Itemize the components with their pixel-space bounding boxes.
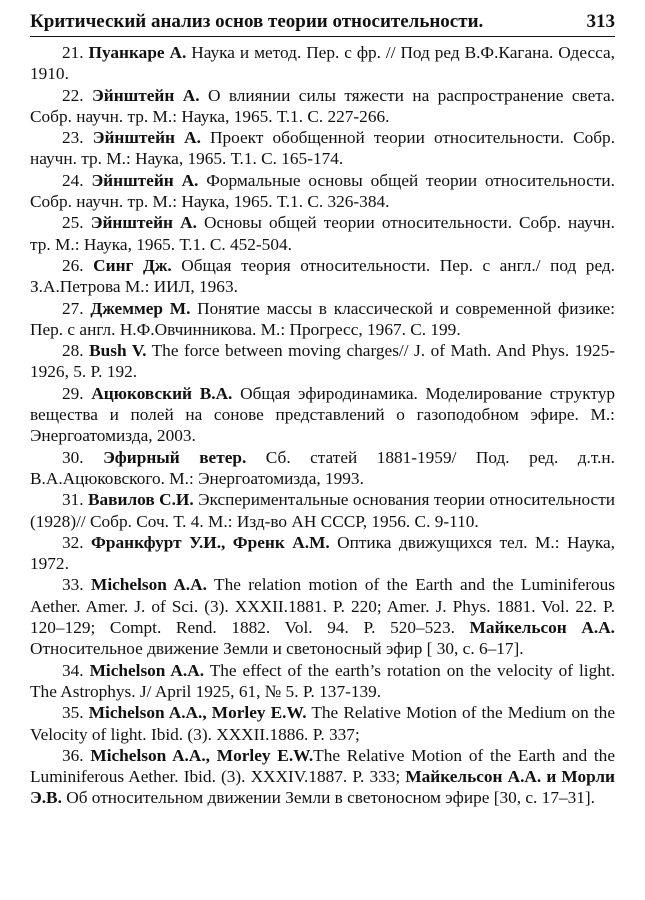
reference-entry: [30, 447, 615, 490]
reference-author: Michelson A.A., Morley E.W.: [88, 703, 307, 723]
reference-author: Вавилов С.И.: [88, 490, 194, 510]
reference-list: [30, 42, 615, 809]
reference-number: 36.: [62, 745, 91, 765]
reference-text: О влиянии силы тяжести на распространение света. Собр. научн. тр. М.: Наука, 1965. Т.1. С. 227-266.: [30, 85, 615, 126]
reference-number: 32.: [62, 532, 92, 552]
reference-author: Джеммер М.: [90, 298, 191, 318]
reference-entry: [30, 85, 615, 128]
reference-entry: [30, 255, 615, 298]
reference-author: Эйнштейн А.: [91, 170, 199, 190]
reference-number: 33.: [62, 575, 92, 595]
reference-text: Проект обобщенной теории относительности. Собр. научн. тр. М.: Наука, 1965. Т.1. С. 165-174.: [30, 128, 616, 169]
reference-author: Эйнштейн А.: [92, 128, 201, 148]
reference-number: 27.: [62, 298, 91, 318]
reference-text: The Relative Motion of the Earth and the Luminiferous Aether. Ibid. (3). XXXIV.1887. P. 333;: [30, 745, 615, 787]
reference-text: The force between moving charges// J. of Math. And Phys. 1925-1926, 5. P. 192.: [30, 341, 616, 382]
reference-author: Michelson A.A.: [91, 575, 207, 595]
reference-number: 26.: [62, 255, 94, 275]
reference-author: Пуанкаре А.: [88, 43, 187, 62]
reference-text: The Relative Motion of the Medium on the Velocity of light. Ibid. (3). XXXII.1886. P. 337;: [30, 703, 615, 744]
reference-author: Michelson A.A., Morley E.W.: [90, 745, 314, 765]
reference-text: Общая эфиродинамика. Моделирование структур вещества и полей на сонове представлений о газоподобном эфире. М.: Энергоатомизда, 2003.: [30, 383, 616, 446]
reference-text: Экспериментальные основания теории относительности (1928)// Собр. Соч. Т. 4. М.: Изд-во АН СССР, 1956. С. 9-110.: [30, 490, 616, 531]
reference-text: Понятие массы в классической и современной физике: Пер. с англ. Н.Ф.Овчинникова. М.: Прогресс, 1967. С. 199.: [30, 298, 616, 339]
reference-entry: [30, 383, 615, 447]
header-rule: [30, 36, 615, 37]
reference-number: 23.: [62, 128, 93, 148]
reference-number: 22.: [62, 85, 93, 105]
reference-entry: [30, 42, 615, 85]
reference-text: Относительное движение Земли и светоносный эфир [ 30, с. 6–17].: [30, 639, 524, 659]
reference-author: Майкельсон А.А.: [469, 618, 615, 638]
reference-text: Основы общей теории относительности. Собр. научн. тр. М.: Наука, 1965. Т.1. С. 452-504.: [30, 213, 615, 254]
reference-author: Франкфурт У.И., Френк А.М.: [91, 532, 330, 552]
reference-text: Сб. статей 1881-1959/ Под. ред. д.т.н. В.А.Ацюковского. М.: Энергоатомизда, 1993.: [30, 447, 616, 488]
reference-author: Эфирный ветер.: [103, 447, 247, 467]
reference-text: Общая теория относительности. Пер. с англ./ под ред. З.А.Петрова М.: ИИЛ, 1963.: [30, 255, 615, 297]
reference-number: 35.: [62, 703, 89, 723]
reference-number: 29.: [62, 383, 92, 403]
reference-number: 28.: [62, 341, 90, 361]
reference-entry: [30, 532, 615, 575]
reference-number: 31.: [62, 490, 89, 510]
reference-text: Оптика движущихся тел. М.: Наука, 1972.: [30, 532, 615, 574]
page-number: 313: [586, 11, 615, 32]
running-title: Критический анализ основ теории относительности.: [30, 11, 484, 32]
reference-number: 34.: [62, 660, 90, 680]
reference-author: Эйнштейн А.: [90, 213, 197, 233]
reference-entry: [30, 127, 615, 170]
reference-entry: [30, 298, 615, 341]
reference-text: Формальные основы общей теории относительности. Собр. научн. тр. М.: Наука, 1965. Т.1. С. 326-384.: [30, 170, 615, 212]
reference-text: The effect of the earth’s rotation on the velocity of light. The Astrophys. J/ April 1925, 61, № 5. P. 137-139.: [30, 660, 616, 701]
reference-entry: [30, 340, 615, 383]
reference-author: Синг Дж.: [93, 255, 172, 275]
reference-entry: [30, 745, 615, 809]
reference-text: The relation motion of the Earth and the Luminiferous Aether. Amer. J. of Sci. (3). XXXII.1881. P. 220; Amer. J. Phys. 1881. Vol. 22. P. 120–129; Compt. Rend. 1882. Vol. 94. P. 520–523.: [30, 575, 615, 638]
reference-author: Майкельсон А.А. и Морли Э.В.: [30, 767, 615, 808]
reference-author: Ацюковский В.А.: [91, 383, 233, 403]
reference-number: 24.: [62, 170, 92, 190]
reference-text: Об относительном движении Земли в светоносном эфире [30, с. 17–31].: [61, 788, 595, 808]
reference-entry: [30, 489, 615, 532]
reference-number: 30.: [62, 447, 104, 467]
reference-entry: [30, 702, 615, 745]
reference-entry: [30, 212, 615, 255]
reference-author: Michelson A.A.: [89, 660, 205, 680]
reference-text: Наука и метод. Пер. с фр. // Под ред В.Ф.Кагана. Одесса, 1910.: [30, 43, 615, 84]
reference-entry: [30, 574, 615, 659]
reference-entry: [30, 170, 615, 213]
reference-author: Bush V.: [89, 341, 147, 361]
reference-author: Эйнштейн А.: [92, 85, 200, 105]
reference-number: 21.: [62, 43, 89, 62]
running-header: [30, 10, 615, 34]
reference-number: 25.: [62, 213, 91, 233]
reference-entry: [30, 660, 615, 703]
